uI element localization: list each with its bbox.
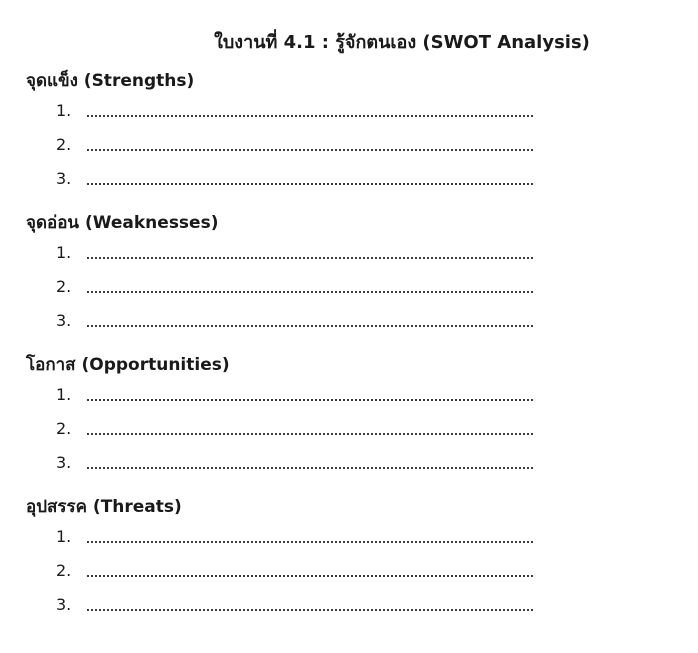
- list-item: [26, 554, 666, 588]
- item-number: 1.: [56, 527, 72, 546]
- threats-list: [26, 520, 666, 622]
- list-item: [26, 412, 666, 446]
- list-item: [26, 162, 666, 196]
- section-heading-strengths: จุดแข็ง (Strengths): [26, 71, 195, 91]
- answer-line: [87, 149, 533, 151]
- item-number: 3.: [56, 595, 72, 614]
- answer-line: [87, 115, 533, 117]
- item-number: 2.: [56, 277, 72, 296]
- list-item: [26, 236, 666, 270]
- item-number: 1.: [56, 101, 72, 120]
- list-item: [26, 520, 666, 554]
- section-opportunities: [26, 352, 666, 480]
- item-number: 2.: [56, 561, 72, 580]
- item-number: 3.: [56, 311, 72, 330]
- section-weaknesses: [26, 210, 666, 338]
- section-heading-weaknesses: จุดอ่อน (Weaknesses): [26, 213, 219, 233]
- item-number: 1.: [56, 243, 72, 262]
- answer-line: [87, 433, 533, 435]
- section-heading-threats: อุปสรรค (Threats): [26, 497, 182, 517]
- answer-line: [87, 325, 533, 327]
- strengths-list: [26, 94, 666, 196]
- answer-line: [87, 399, 533, 401]
- opportunities-list: [26, 378, 666, 480]
- weaknesses-list: [26, 236, 666, 338]
- list-item: [26, 588, 666, 622]
- item-number: 3.: [56, 453, 72, 472]
- answer-line: [87, 609, 533, 611]
- item-number: 2.: [56, 419, 72, 438]
- list-item: [26, 270, 666, 304]
- section-threats: [26, 494, 666, 622]
- answer-line: [87, 467, 533, 469]
- answer-line: [87, 291, 533, 293]
- list-item: [26, 446, 666, 480]
- answer-line: [87, 183, 533, 185]
- answer-line: [87, 541, 533, 543]
- item-number: 1.: [56, 385, 72, 404]
- list-item: [26, 128, 666, 162]
- item-number: 3.: [56, 169, 72, 188]
- list-item: [26, 378, 666, 412]
- list-item: [26, 94, 666, 128]
- section-heading-opportunities: โอกาส (Opportunities): [26, 355, 230, 375]
- list-item: [26, 304, 666, 338]
- answer-line: [87, 575, 533, 577]
- item-number: 2.: [56, 135, 72, 154]
- answer-line: [87, 257, 533, 259]
- worksheet-title: ใบงานที่ 4.1 : รู้จักตนเอง (SWOT Analysis): [214, 32, 590, 53]
- section-strengths: [26, 68, 666, 196]
